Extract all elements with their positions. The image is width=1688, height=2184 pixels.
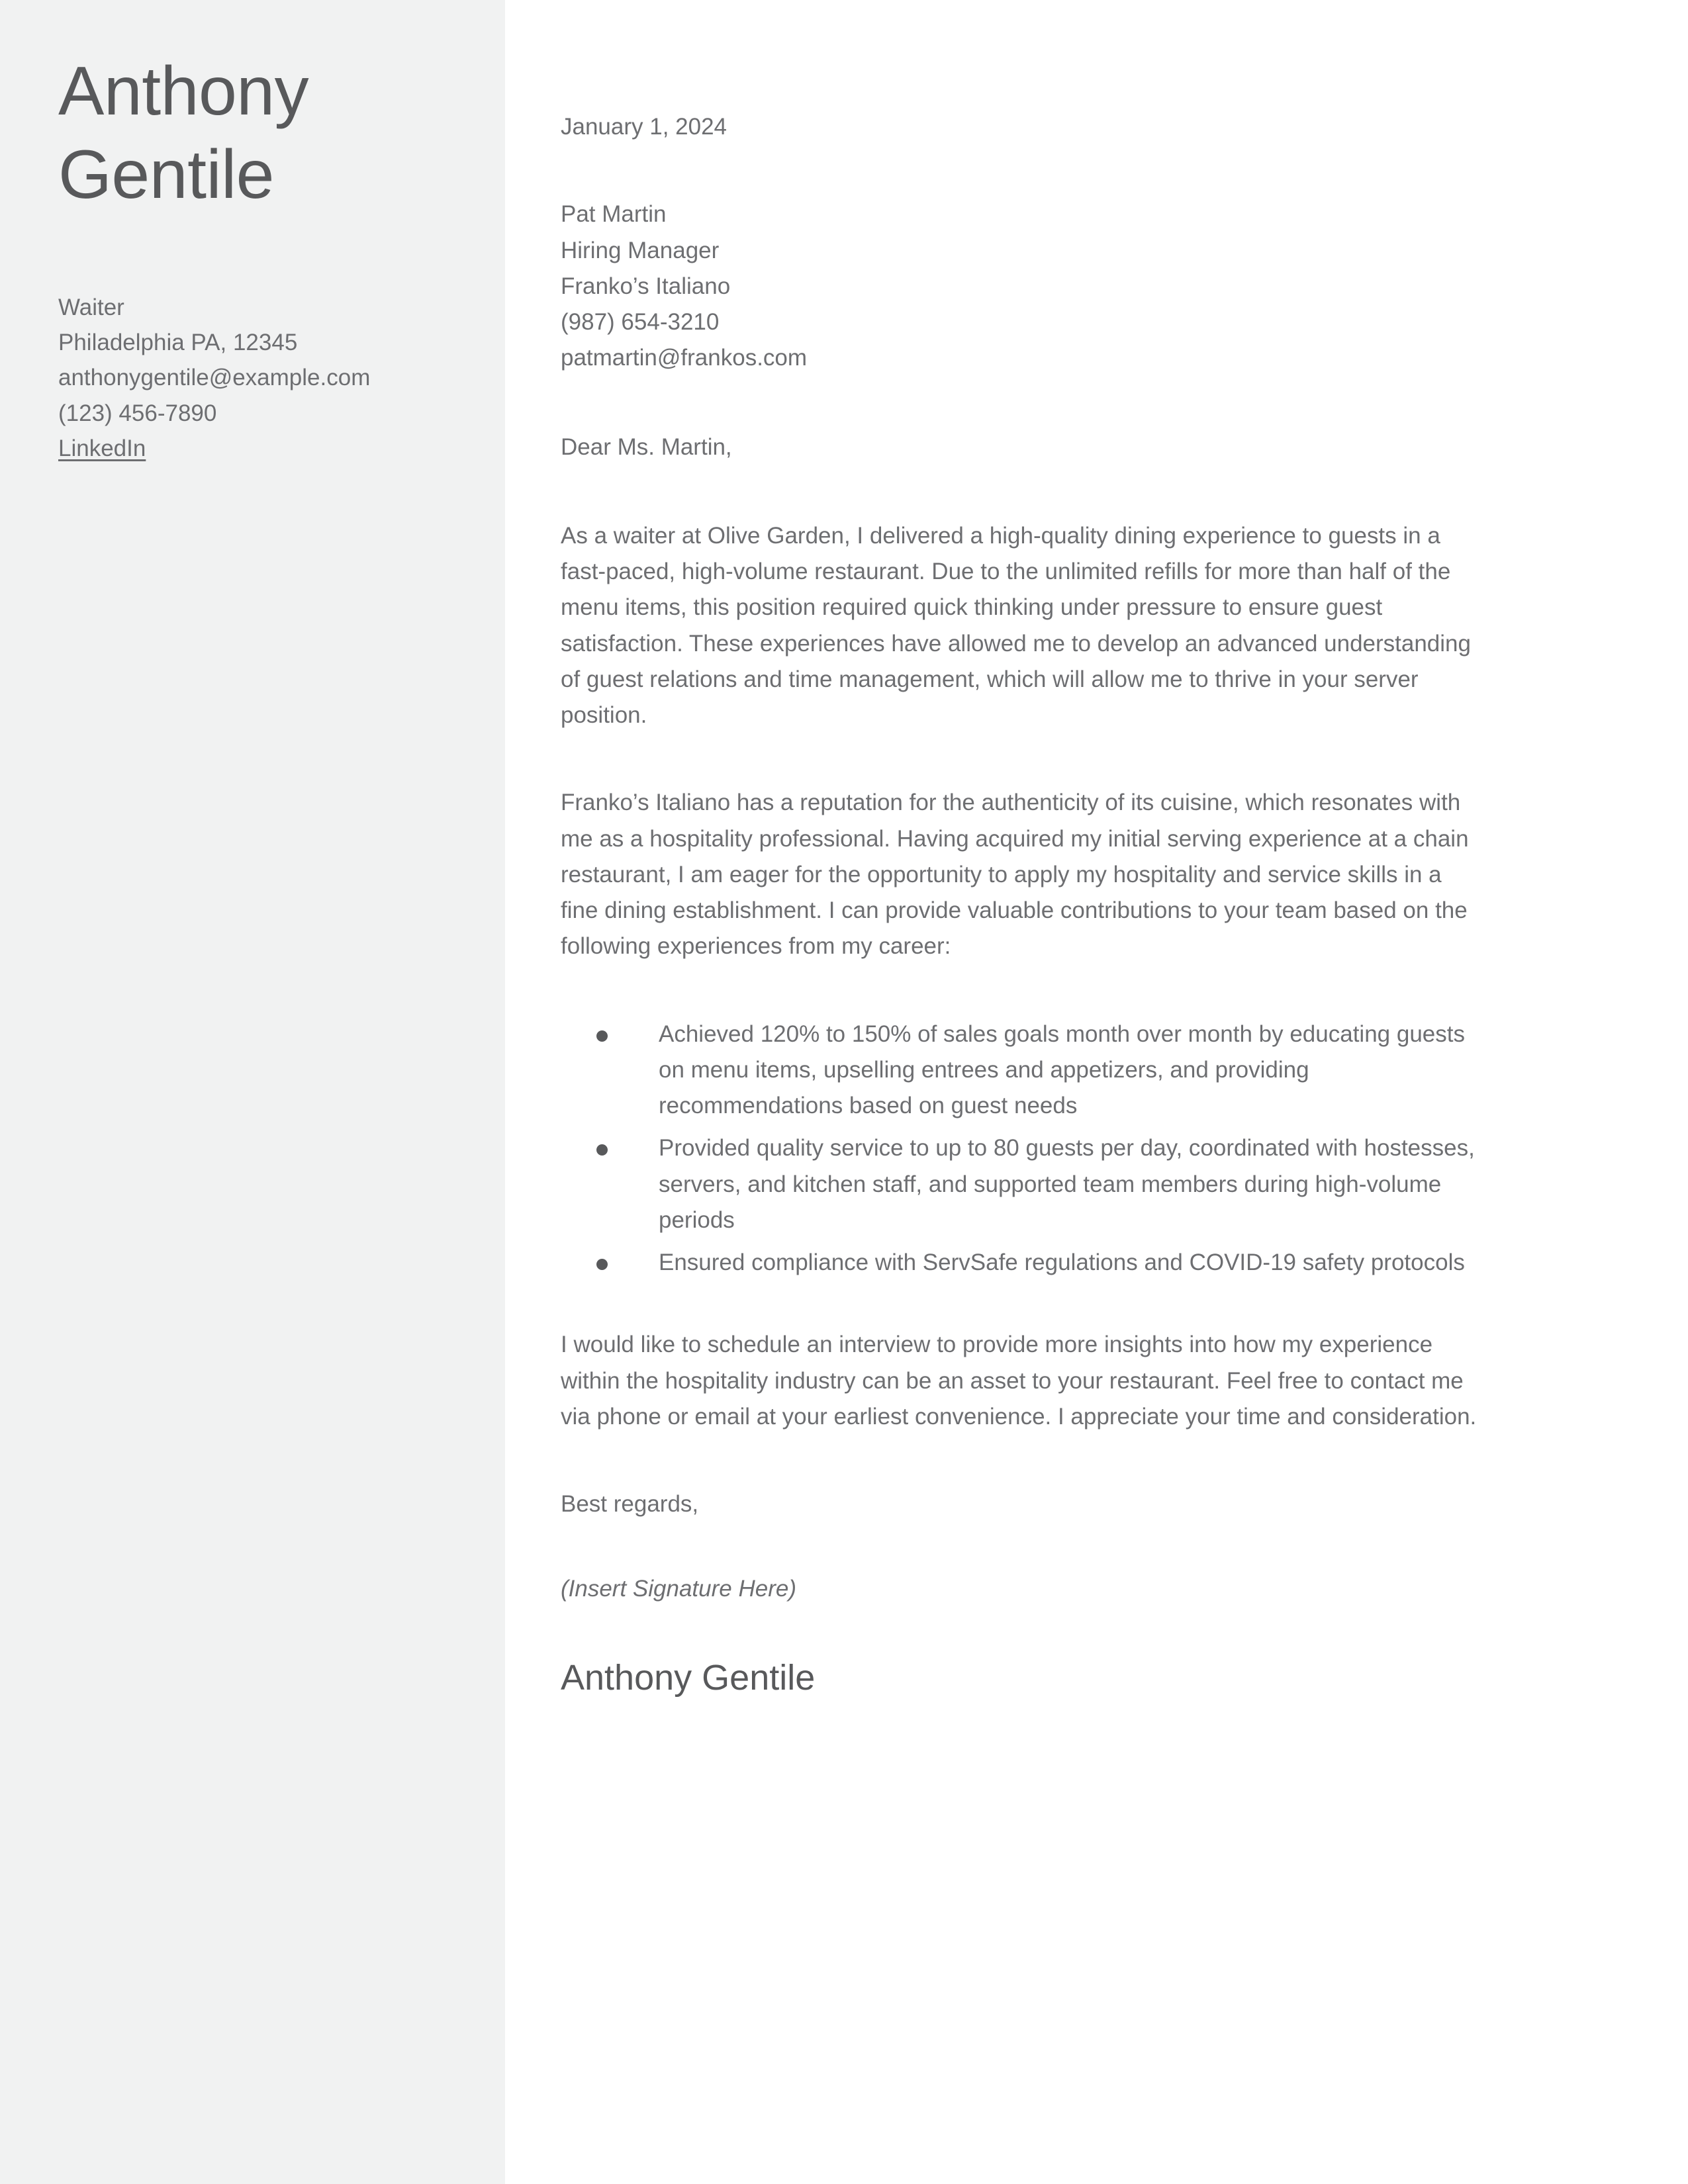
bullet-dot-icon [596,1144,608,1156]
sidebar [0,0,505,2184]
candidate-name [58,53,459,213]
recipient-phone: (987) 654-3210 [561,309,720,335]
salutation: Dear Ms. Martin, [561,433,732,460]
signature-name: Anthony Gentile [561,1657,816,1698]
recipient-block [561,197,1483,376]
letter-date: January 1, 2024 [561,114,727,140]
recipient-company: Franko’s Italiano [561,273,731,299]
contact-location: Philadelphia PA, 12345 [58,330,298,356]
list-item [596,1245,1483,1281]
closing-salutation: Best regards, [561,1491,699,1517]
recipient-title: Hiring Manager [561,237,720,263]
contact-linkedin-link[interactable]: LinkedIn [58,435,146,461]
list-item [596,1017,1483,1124]
body-paragraph-2: Franko’s Italiano has a reputation for the authenticity of its cuisine, which resonates with me as a hospitality professional. Having acquired my initial serving experience at a chain restaurant, I am eager for the opportunity to apply my hospitality and service skills in a fine dining establishment. I can provide valuable contributions to your team based on the following experiences from my career: [561,790,1469,960]
contact-phone: (123) 456-7890 [58,400,217,426]
achievement-list [561,1017,1483,1281]
recipient-name: Pat Martin [561,201,667,228]
signature-placeholder: (Insert Signature Here) [561,1576,796,1602]
candidate-given-name: Anthony [58,53,309,130]
letter-body [505,0,1688,2184]
body-paragraph-1: As a waiter at Olive Garden, I delivered a high-quality dining experience to guests in a fast-paced, high-volume restaurant. Due to the unlimited refills for more than half of the menu items, this position required quick thinking under pressure to ensure guest satisfaction. These experiences have allowed me to develop an advanced understanding of guest relations and time management, which will allow me to thrive in your server position. [561,522,1471,728]
achievement-text: Provided quality service to up to 80 guests per day, coordinated with hostesses, servers, and kitchen staff, and supported team members during high-volume periods [659,1135,1475,1233]
bullet-dot-icon [596,1259,608,1270]
list-item [596,1130,1483,1238]
contact-linkedin-link-wrapper [58,431,459,466]
achievement-text: Ensured compliance with ServSafe regulations and COVID-19 safety protocols [659,1250,1465,1275]
contact-block [58,290,459,466]
recipient-email: patmartin@frankos.com [561,345,808,371]
achievement-text: Achieved 120% to 150% of sales goals month over month by educating guests on menu items, upselling entrees and appetizers, and providing recommendations based on guest needs [659,1021,1465,1118]
contact-job-title: Waiter [58,295,124,320]
contact-email[interactable]: anthonygentile@example.com [58,365,371,391]
candidate-family-name: Gentile [58,136,275,213]
closing-paragraph: I would like to schedule an interview to provide more insights into how my experience within the hospitality industry can be an asset to your restaurant. Feel free to contact me via phone or email at your earliest convenience. I appreciate your time and consideration. [561,1332,1477,1430]
bullet-dot-icon [596,1030,608,1042]
